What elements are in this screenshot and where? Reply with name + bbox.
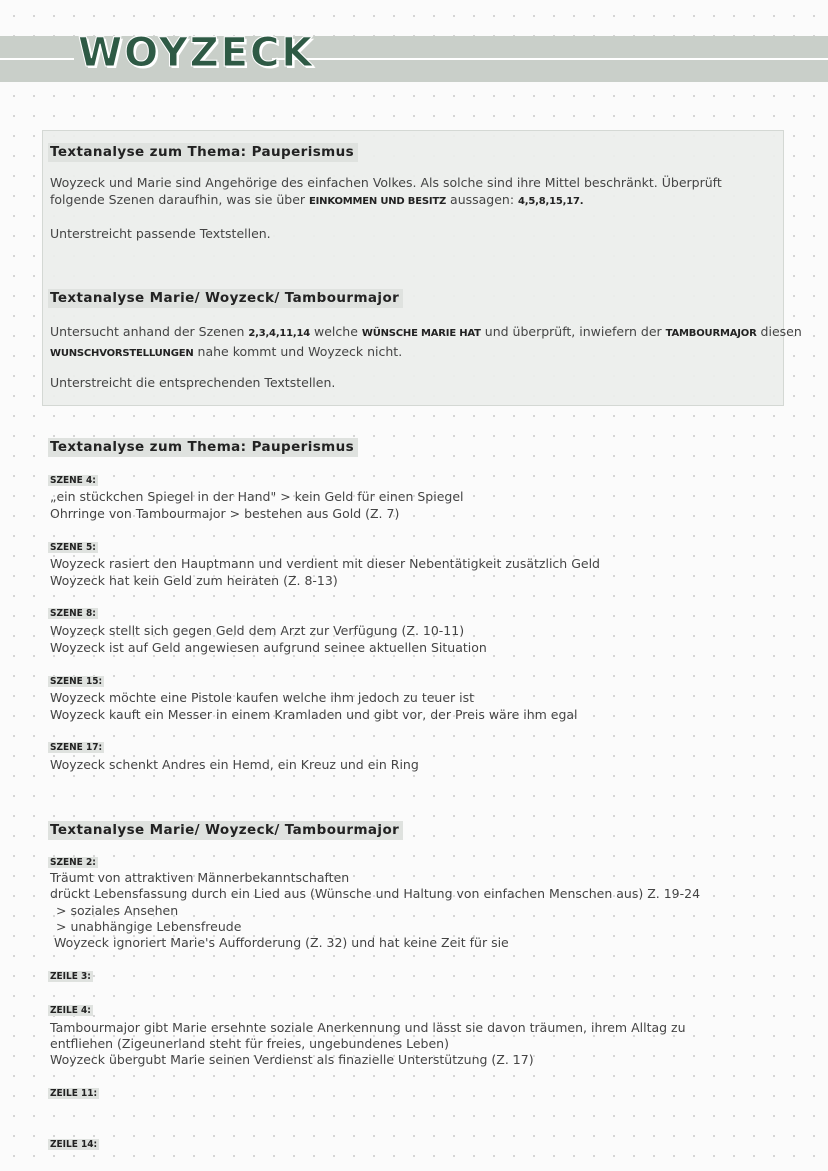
scene-line: Woyzeck möchte eine Pistole kaufen welche ihm jedoch zu teuer ist (50, 690, 475, 705)
box-heading-marie: Textanalyse Marie/ Woyzeck/ Tambourmajor (48, 289, 403, 308)
scene-line: > soziales Ansehen (56, 903, 179, 918)
scene-line: Woyzeck stellt sich gegen Geld dem Arzt zur Verfügung (Z. 10-11) (50, 623, 465, 638)
section1-heading: Textanalyse zum Thema: Pauperismus (48, 438, 358, 457)
box-paragraph-4: Unterstreicht die entsprechenden Textstellen. (50, 375, 336, 390)
scene-line: Woyzeck ignoriert Marie's Aufforderung (Z. 32) und hat keine Zeit für sie (54, 935, 509, 950)
text-segment: diesen (756, 324, 802, 339)
text-segment: aussagen: (446, 192, 519, 207)
keyword-wuensche: WÜNSCHE MARIE HAT (361, 328, 481, 339)
scene-line: drückt Lebensfassung durch ein Lied aus (Wünsche und Haltung von einfachen Menschen aus) Z. 19-24 (50, 886, 701, 901)
scene-numbers: 2,3,4,11,14 (248, 328, 311, 339)
scene-line: > unabhängige Lebensfreude (56, 919, 242, 934)
scene-line: Woyzeck ist auf Geld angewiesen aufgrund seinee aktuellen Situation (50, 640, 487, 655)
keyword-wunschvorstellungen: WUNSCHVORSTELLUNGEN (50, 348, 194, 359)
scene-line: Woyzeck kauft ein Messer in einem Kramladen und gibt vor, der Preis wäre ihm egal (50, 707, 578, 722)
scene-label: SZENE 2: (50, 857, 96, 868)
scene-label: SZENE 5: (50, 542, 96, 553)
text-segment: Untersucht anhand der Szenen (50, 324, 249, 339)
scene-numbers: 4,5,8,15,17. (518, 196, 584, 207)
scene-label: SZENE 17: (50, 742, 103, 753)
zeile-line: Woyzeck übergubt Marie seinen Verdienst als finazielle Unterstützung (Z. 17) (50, 1052, 534, 1067)
scene-label: SZENE 15: (50, 676, 103, 687)
box-paragraph-1-line-2 (50, 192, 583, 210)
box-paragraph-1-line-1: Woyzeck und Marie sind Angehörige des einfachen Volkes. Als solche sind ihre Mittel beschränkt. Überprüft (50, 175, 722, 190)
scene-line: Ohrringe von Tambourmajor > bestehen aus Gold (Z. 7) (50, 506, 400, 521)
text-segment: nahe kommt und Woyzeck nicht. (193, 344, 403, 359)
scene-line: Woyzeck rasiert den Hauptmann und verdient mit dieser Nebentätigkeit zusätzlich Geld (50, 556, 600, 571)
zeile-line: Tambourmajor gibt Marie ersehnte soziale Anerkennung und lässt sie davon träumen, ihrem Alltag zu (50, 1020, 686, 1035)
scene-line: „ein stückchen Spiegel in der Hand" > kein Geld für einen Spiegel (50, 489, 464, 504)
zeile-label: ZEILE 11: (50, 1088, 98, 1099)
box-paragraph-3-line-1 (50, 324, 802, 342)
header-line-left (0, 58, 74, 60)
box-paragraph-2: Unterstreicht passende Textstellen. (50, 226, 271, 241)
zeile-label: ZEILE 3: (50, 971, 91, 982)
scene-line: Woyzeck schenkt Andres ein Hemd, ein Kreuz und ein Ring (50, 757, 419, 772)
page-title: WOYZECK (78, 30, 315, 76)
text-segment: welche (310, 324, 362, 339)
task-box (42, 130, 784, 406)
text-segment: folgende Szenen daraufhin, was sie über (50, 192, 310, 207)
scene-line: Träumt von attraktiven Männerbekanntschaften (50, 870, 350, 885)
scene-label: SZENE 4: (50, 475, 96, 486)
scene-line: Woyzeck hat kein Geld zum heiraten (Z. 8-13) (50, 573, 338, 588)
section2-heading: Textanalyse Marie/ Woyzeck/ Tambourmajor (48, 821, 403, 840)
zeile-label: ZEILE 4: (50, 1005, 91, 1016)
zeile-line: entfliehen (Zigeunerland steht für freies, ungebundenes Leben) (50, 1036, 449, 1051)
header-line-right (272, 58, 828, 60)
box-paragraph-3-line-2 (50, 344, 402, 362)
keyword-einkommen: EINKOMMEN UND BESITZ (309, 196, 447, 207)
zeile-label: ZEILE 14: (50, 1139, 98, 1150)
text-segment: und überprüft, inwiefern der (480, 324, 666, 339)
keyword-tambourmajor: TAMBOURMAJOR (665, 328, 757, 339)
scene-label: SZENE 8: (50, 608, 96, 619)
box-heading-pauperismus: Textanalyse zum Thema: Pauperismus (48, 143, 358, 162)
